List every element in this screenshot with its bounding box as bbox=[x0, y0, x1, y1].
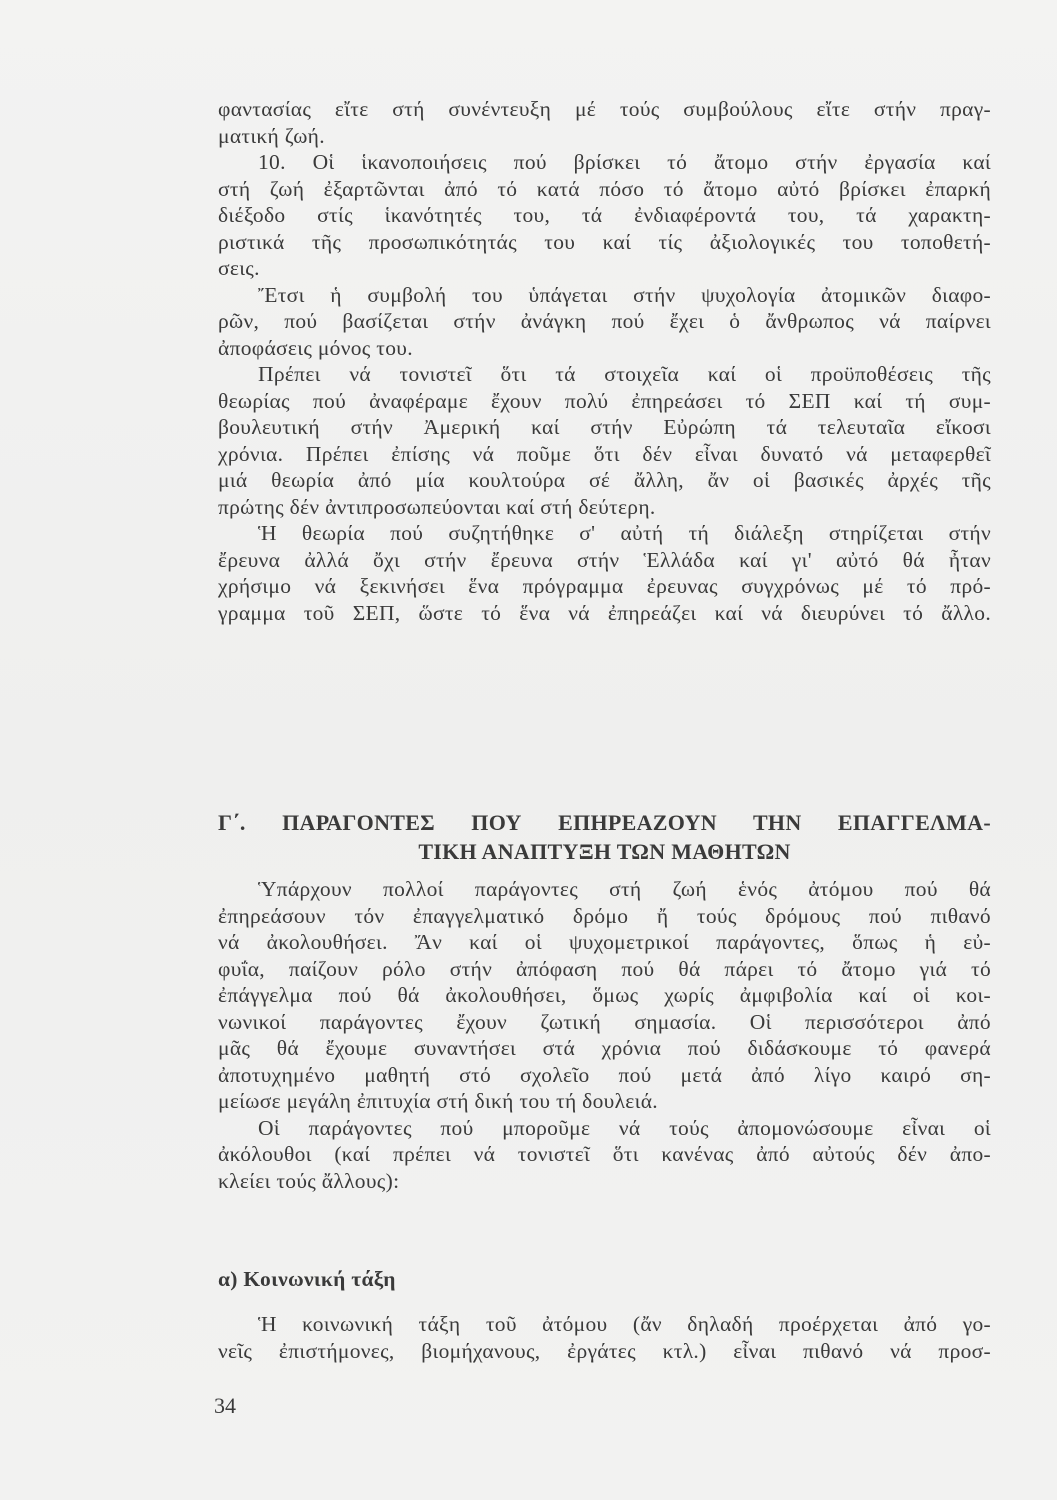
text-line: σεις. bbox=[218, 256, 260, 280]
text-line: ρῶν, πού βασίζεται στήν ἀνάγκη πού ἔχει ὁ ἄνθρωπος νά παίρνει bbox=[218, 309, 991, 333]
text-line: ἐπάγγελμα πού θά ἀκολουθήσει, ὅμως χωρίς ἀμφιβολία καί οἱ κοι- bbox=[218, 983, 991, 1007]
page-number: 34 bbox=[214, 1393, 236, 1418]
text-line: ἀποτυχημένο μαθητή στό σχολεῖο πού μετά ἀπό λίγο καιρό ση- bbox=[218, 1062, 991, 1087]
text-line: θεωρίας πού ἀναφέραμε ἔχουν πολύ ἐπηρεάσει τό ΣΕΠ καί τή συμ- bbox=[218, 388, 991, 413]
text-line: στή ζωή ἐξαρτῶνται ἀπό τό κατά πόσο τό ἄτομο αὐτό βρίσκει ἐπαρκή bbox=[218, 176, 991, 201]
text-line: Ἔτσι ἡ συμβολή του ὑπάγεται στήν ψυχολογία ἀτομικῶν διαφο- bbox=[258, 282, 991, 307]
text-line: μιά θεωρία ἀπό μία κουλτούρα σέ ἄλλη, ἄν οἱ βασικές ἀρχές τῆς bbox=[218, 468, 991, 492]
text-line: Ἡ θεωρία πού συζητήθηκε σ' αὐτή τή διάλεξη στηρίζεται στήν bbox=[258, 521, 991, 545]
section-heading bbox=[218, 808, 991, 866]
text-line: μείωσε μεγάλη ἐπιτυχία στή δική του τή δουλειά. bbox=[218, 1089, 658, 1113]
text-line: ἀποφάσεις μόνος του. bbox=[218, 335, 413, 360]
text-line: χρήσιμο νά ξεκινήσει ἕνα πρόγραμμα ἐρευνας συγχρόνως μέ τό πρό- bbox=[218, 574, 991, 598]
text-line: νεῖς ἐπιστήμονες, βιομήχανους, ἐργάτες κτλ.) εἶναι πιθανό νά προσ- bbox=[218, 1338, 991, 1363]
text-line: ἀκόλουθοι (καί πρέπει νά τονιστεῖ ὅτι κανένας ἀπό αὐτούς δέν ἀπο- bbox=[218, 1142, 991, 1166]
text-line: ἐπηρεάσουν τόν ἐπαγγελματικό δρόμο ἤ τούς δρόμους πού πιθανό bbox=[218, 903, 991, 928]
text-line: χρόνια. Πρέπει ἐπίσης νά ποῦμε ὅτι δέν εἶναι δυνατό νά μεταφερθεῖ bbox=[218, 441, 991, 466]
text-line: βουλευτική στήν Ἀμερική καί στήν Εὐρώπη τά τελευταῖα εἴκοσι bbox=[218, 415, 991, 439]
heading-line: Γ΄. ΠΑΡΑΓΟΝΤΕΣ ΠΟΥ ΕΠΗΡΕΑΖΟΥΝ ΤΗΝ ΕΠΑΓΓΕΛΜΑ- bbox=[218, 810, 991, 835]
text-line: φυΐα, παίζουν ρόλο στήν ἀπόφαση πού θά πάρει τό ἄτομο γιά τό bbox=[218, 956, 991, 981]
text-line: διέξοδο στίς ἱκανότητές του, τά ἐνδιαφέροντά του, τά χαρακτη- bbox=[218, 203, 991, 227]
text-line: Πρέπει νά τονιστεῖ ὅτι τά στοιχεῖα καί οἱ προϋποθέσεις τῆς bbox=[258, 362, 991, 386]
text-line: 10. Οἱ ἱκανοποιήσεις πού βρίσκει τό ἄτομο στήν ἐργασία καί bbox=[258, 150, 991, 174]
heading-line: ΤΙΚΗ ΑΝΑΠΤΥΞΗ ΤΩΝ ΜΑΘΗΤΩΝ bbox=[418, 839, 791, 864]
text-line: ματική ζωή. bbox=[218, 123, 325, 148]
paragraph-block-3 bbox=[218, 1311, 991, 1364]
text-line: ριστικά τῆς προσωπικότητάς του καί τίς ἀξιολογικές του τοποθετή- bbox=[218, 229, 991, 254]
paragraph-block-2 bbox=[218, 876, 991, 1194]
text-line: νωνικοί παράγοντες ἔχουν ζωτική σημασία. Οἱ περισσότεροι ἀπό bbox=[218, 1009, 991, 1034]
text-line: ἔρευνα ἀλλά ὄχι στήν ἔρευνα στήν Ἑλλάδα καί γι' αὐτό θά ἦταν bbox=[218, 547, 991, 572]
text-line: πρώτης δέν ἀντιπροσωπεύονται καί στή δεύτερη. bbox=[218, 494, 656, 519]
text-line: κλείει τούς ἄλλους): bbox=[218, 1168, 400, 1193]
text-line: φαντασίας εἴτε στή συνέντευξη μέ τούς συμβούλους εἴτε στήν πραγ- bbox=[218, 97, 991, 121]
paragraph-block-1 bbox=[218, 96, 991, 626]
text-line: Ἡ κοινωνική τάξη τοῦ ἀτόμου (ἄν δηλαδή προέρχεται ἀπό γο- bbox=[258, 1312, 991, 1336]
text-line: μᾶς θά ἔχουμε συναντήσει στά χρόνια πού διδάσκουμε τό φανερά bbox=[218, 1036, 991, 1060]
text-line: γραμμα τοῦ ΣΕΠ, ὥστε τό ἕνα νά ἐπηρεάζει καί νά διευρύνει τό ἄλλο. bbox=[218, 600, 991, 625]
text-line: Οἱ παράγοντες πού μποροῦμε νά τούς ἀπομονώσουμε εἶναι οἱ bbox=[258, 1115, 991, 1140]
text-line: Ὑπάρχουν πολλοί παράγοντες στή ζωή ἑνός ἀτόμου πού θά bbox=[258, 877, 991, 901]
subsection-heading: α) Κοινωνική τάξη bbox=[218, 1267, 396, 1291]
text-line: νά ἀκολουθήσει. Ἄν καί οἱ ψυχομετρικοί παράγοντες, ὅπως ἡ εὐ- bbox=[218, 930, 991, 954]
